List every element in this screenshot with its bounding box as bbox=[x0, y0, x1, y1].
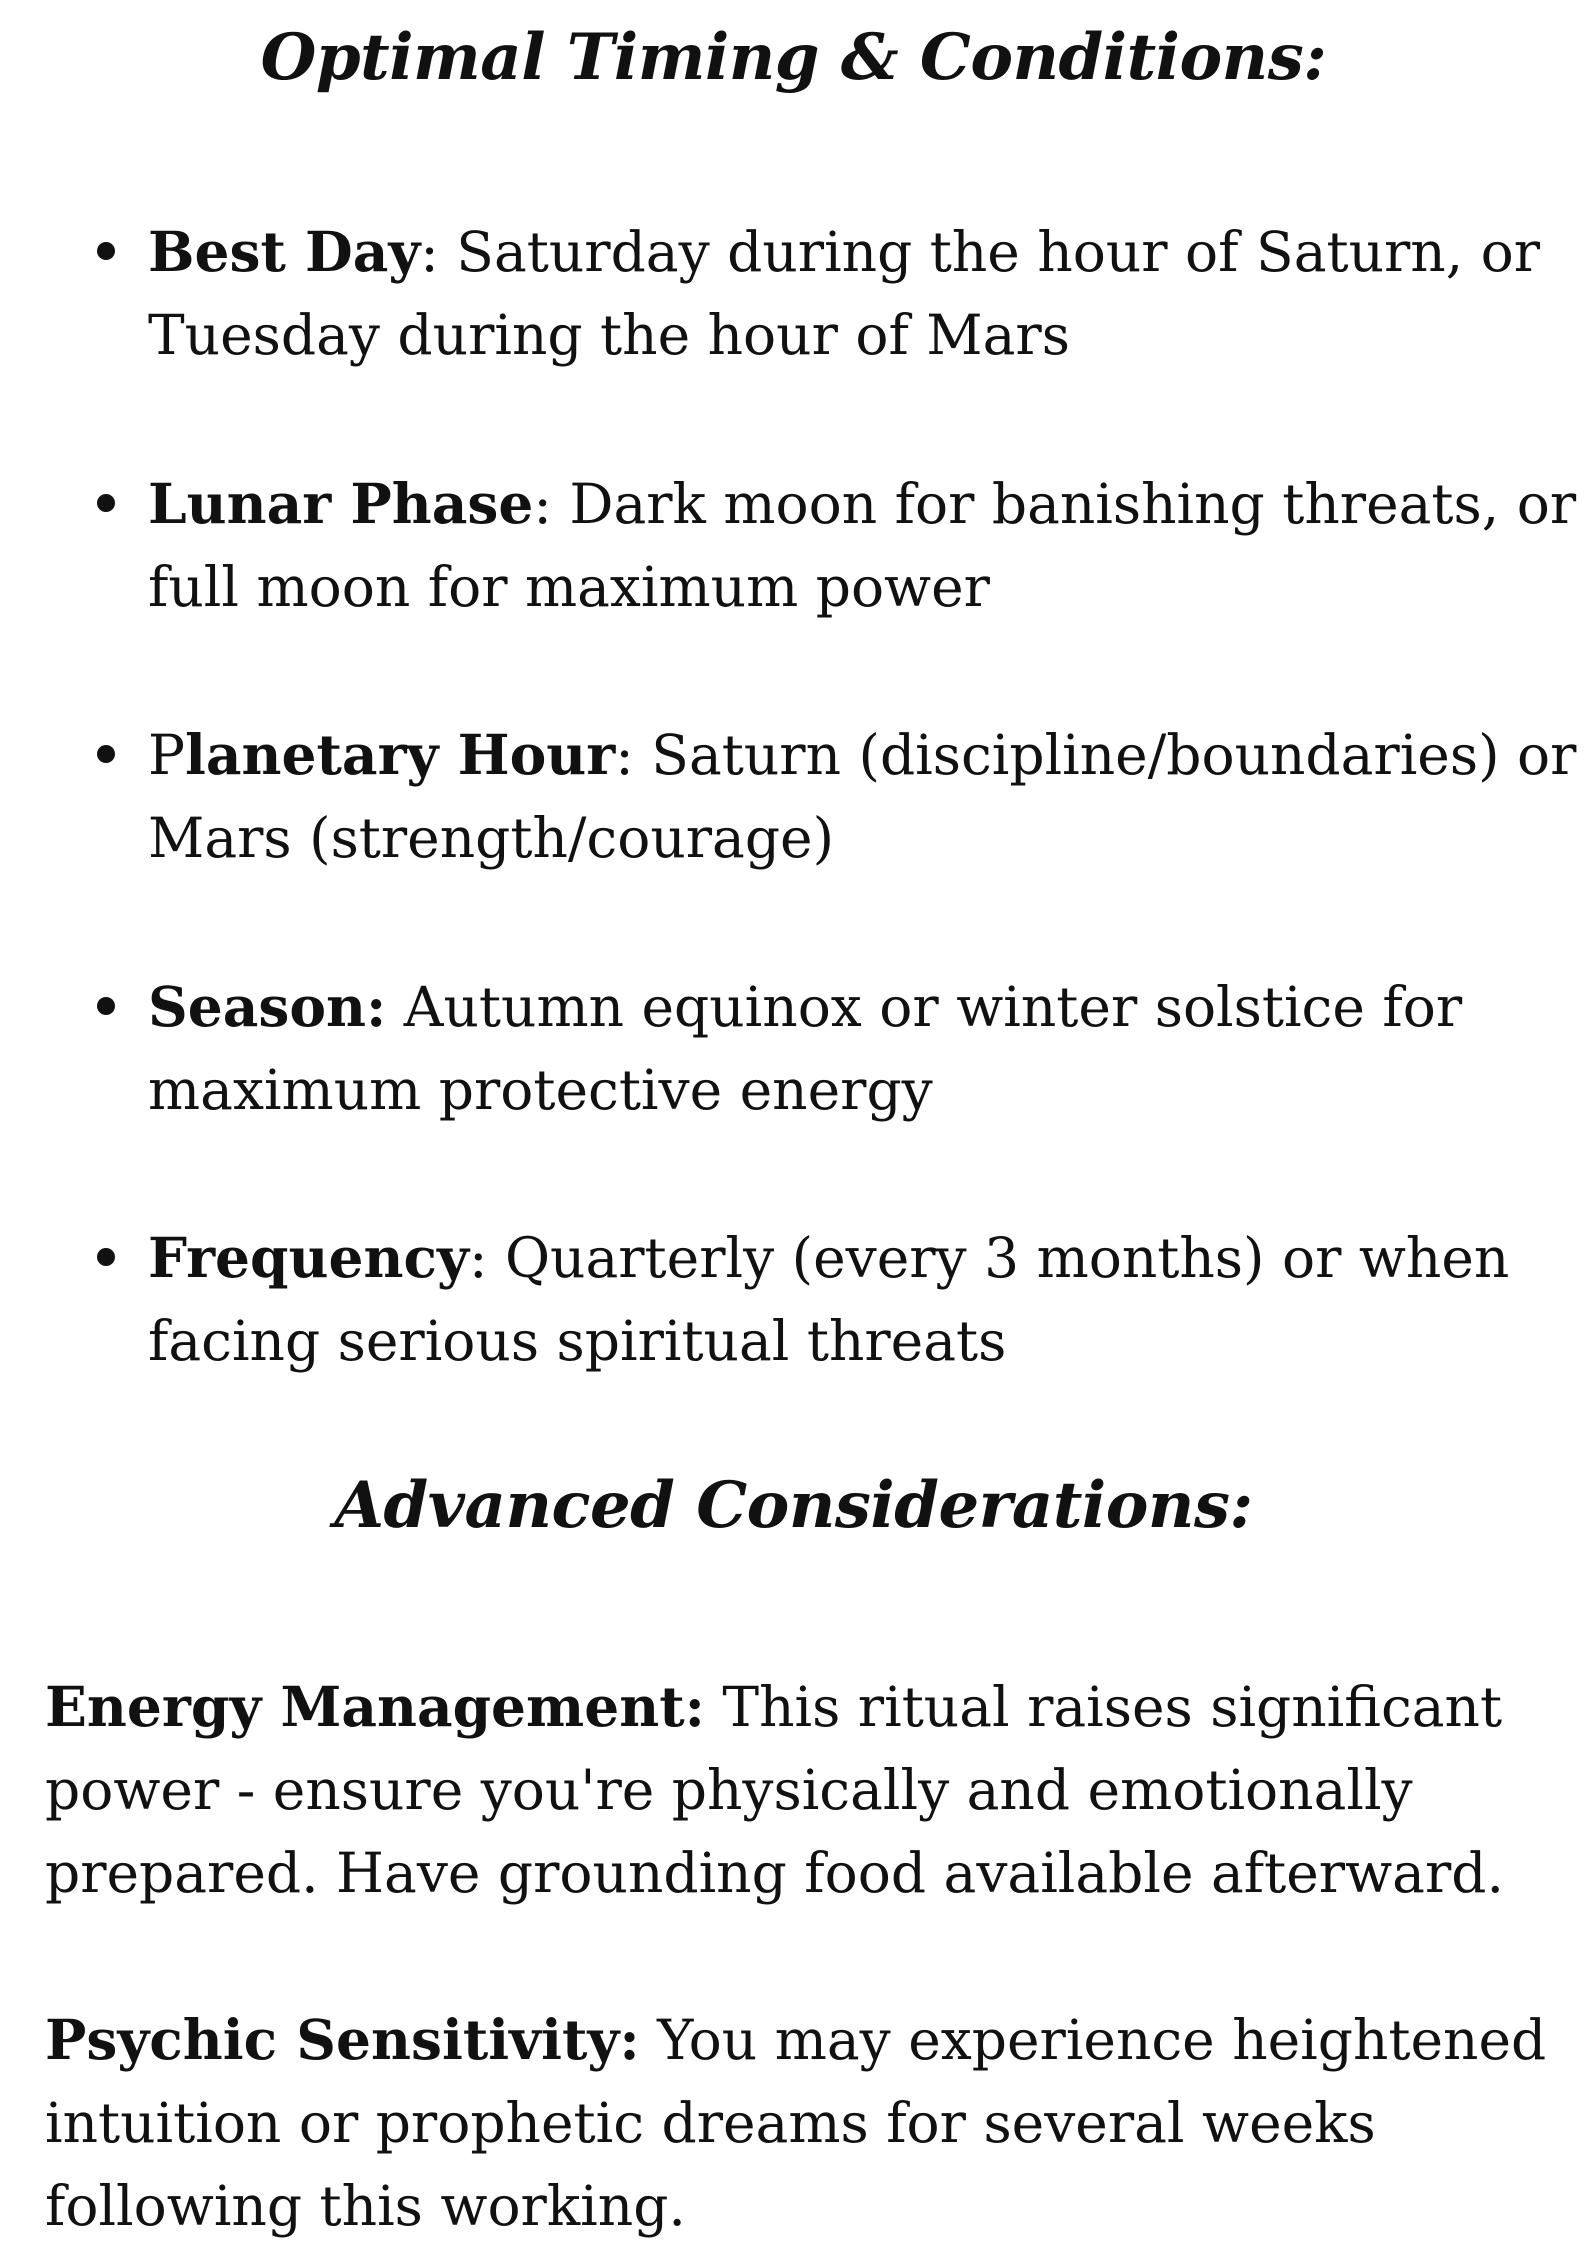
paragraph-energy-management: Energy Management: This ritual raises significant power - ensure you're physically and emotionally prepared. Have grounding food available afterward. bbox=[45, 1674, 1504, 1905]
list-item-value: Tuesday during the hour of Mars bbox=[148, 303, 1070, 367]
list-item-label: Best Day bbox=[148, 219, 421, 284]
list-item-label: Season: bbox=[148, 974, 387, 1039]
list-item-label: Frequency bbox=[148, 1225, 469, 1290]
list-item-text: Lunar Phase: Dark moon for banishing threats, or full moon for maximum power bbox=[148, 462, 1548, 629]
paragraph-label: Energy Management: bbox=[45, 1674, 705, 1739]
list-item-value: maximum protective energy bbox=[148, 1058, 933, 1122]
list-item-text: Best Day: Saturday during the hour of Saturn, or Tuesday during the hour of Mars bbox=[148, 210, 1548, 377]
list-item-value: Saturn (discipline/boundaries) or bbox=[633, 723, 1577, 787]
bullet-icon bbox=[97, 1248, 115, 1266]
bullet-icon bbox=[97, 494, 115, 512]
list-item-frequency bbox=[0, 1216, 1587, 1386]
list-item-value: Saturday during the hour of Saturn, or bbox=[438, 220, 1541, 284]
list-item-text bbox=[148, 965, 1548, 1132]
paragraph-label: Psychic Sensitivity: bbox=[45, 2007, 640, 2072]
list-item-lunar-phase bbox=[0, 462, 1587, 632]
list-item-value: full moon for maximum power bbox=[148, 555, 990, 619]
section-heading-advanced: Advanced Considerations: bbox=[334, 1468, 1253, 1543]
list-item-value: facing serious spiritual threats bbox=[148, 1309, 1007, 1373]
list-item-label: lanetary Hour bbox=[185, 722, 616, 787]
list-item-text: Planetary Hour: Saturn (discipline/boundaries) or Mars (strength/courage) bbox=[148, 713, 1548, 880]
list-item-text: Frequency: Quarterly (every 3 months) or when facing serious spiritual threats bbox=[148, 1216, 1548, 1383]
list-item-value: Mars (strength/courage) bbox=[148, 806, 835, 870]
bullet-icon bbox=[97, 242, 115, 260]
bullet-icon bbox=[97, 745, 115, 763]
list-item-value: Dark moon for banishing threats, or bbox=[551, 472, 1577, 536]
list-item-value: Quarterly (every 3 months) or when bbox=[487, 1226, 1510, 1290]
list-item-season bbox=[0, 965, 1587, 1135]
list-item-value: Autumn equinox or winter solstice for bbox=[386, 975, 1463, 1039]
section-heading-timing: Optimal Timing & Conditions: bbox=[260, 20, 1327, 95]
list-item-planetary-hour bbox=[0, 713, 1587, 883]
list-item-best-day bbox=[0, 210, 1587, 380]
list-item-label: Lunar Phase bbox=[148, 471, 534, 536]
paragraph-psychic-sensitivity: Psychic Sensitivity: You may experience heightened intuition or prophetic dreams for several weeks following this working. bbox=[45, 2007, 1547, 2238]
bullet-icon bbox=[97, 997, 115, 1015]
